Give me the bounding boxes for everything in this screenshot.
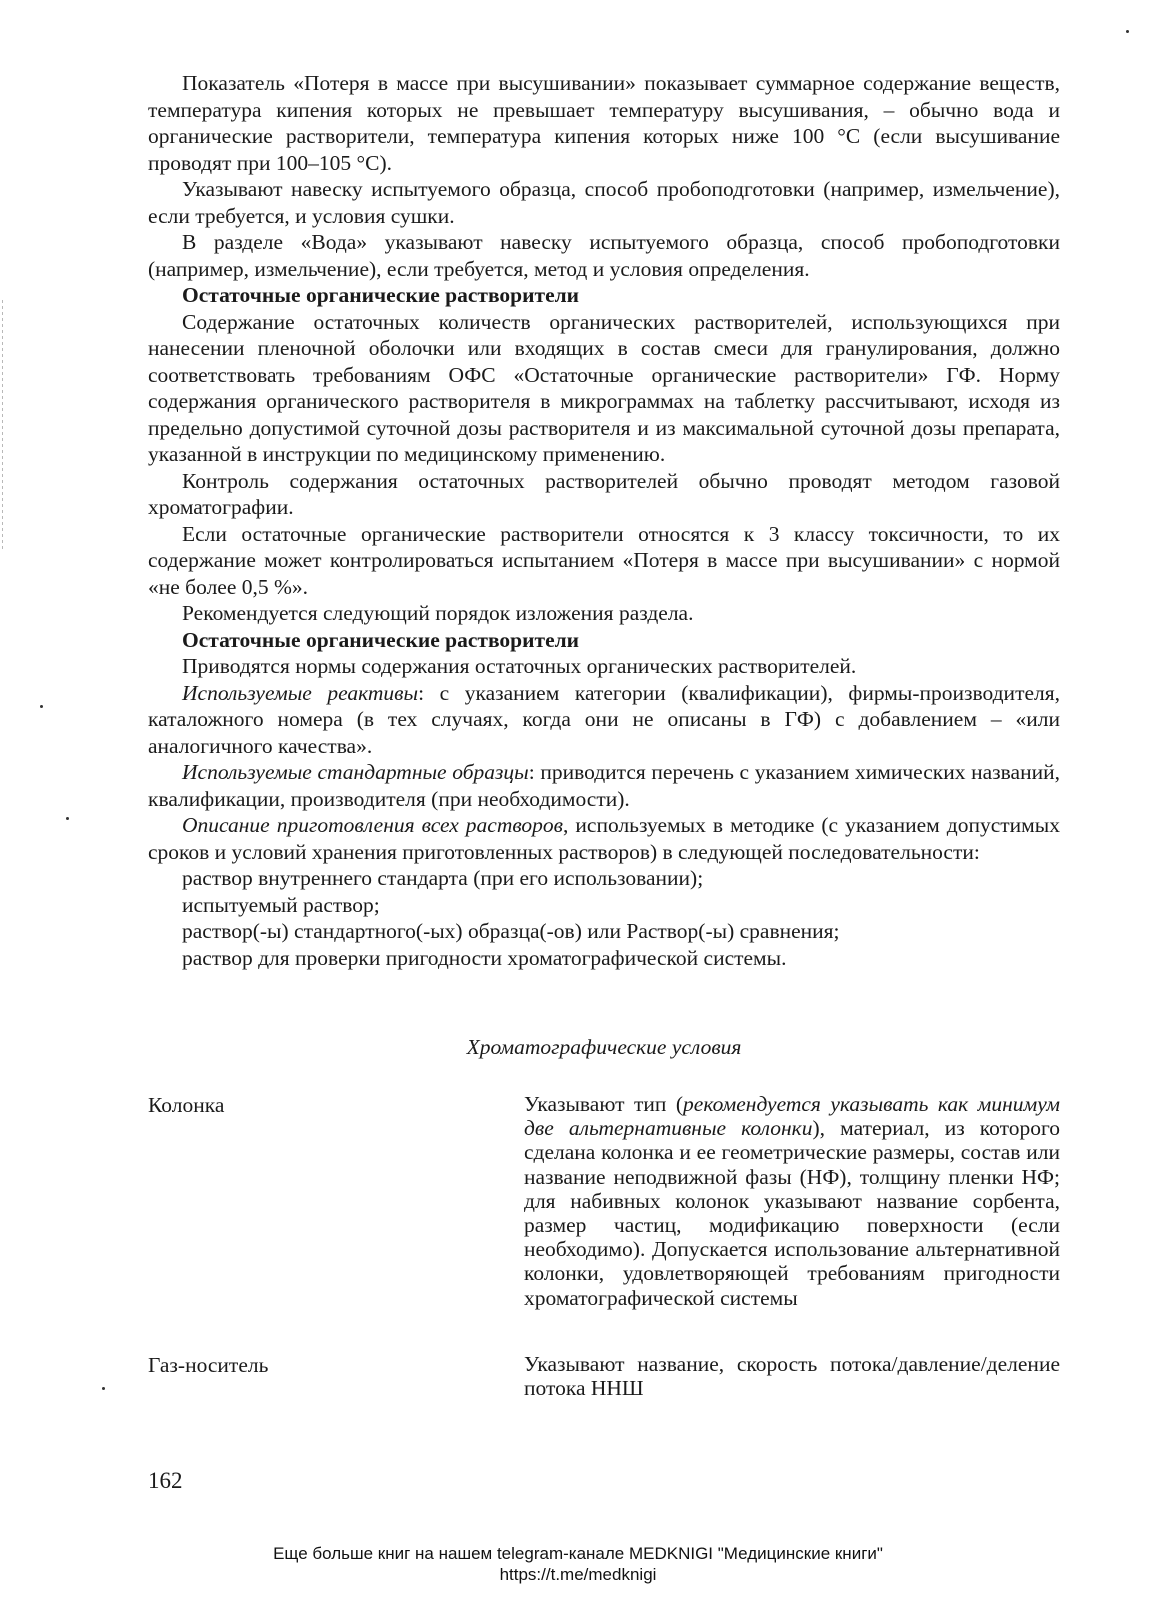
solutions-preparation-text: , используемых в методике (с указанием допустимых сроков и условий хранения приготовленных растворов) в следующей последовательности: [148,813,1060,864]
section-title-chromatographic-conditions: Хроматографические условия [466,1035,742,1059]
table-row-description: Указывают название, скорость потока/давление/деление потока ННШ [524,1352,1060,1401]
list-item: раствор(-ы) стандартного(-ых) образца(-ов) или Раствор(-ы) сравнения; [182,919,840,943]
scan-speck [102,1387,105,1390]
paragraph-norms: Приводятся нормы содержания остаточных органических растворителей. [182,654,857,678]
paragraph-toxicity-class: Если остаточные органические растворители относятся к 3 классу токсичности, то их содержание может контролироваться испытанием «Потеря в массе при высушивании» с нормой «не более 0,5 %». [148,521,1060,599]
paragraph-residual-solvents-content: Содержание остаточных количеств органических растворителей, использующихся при нанесении пленочной оболочки или входящих в состав смеси для гранулирования, должно соответствовать требованиям ОФС «Остаточные органические растворители» ГФ. Норму содержания органического растворителя в микрограммах на таблетку рассчитывают, исходя из предельно допустимой суточной дозы растворителя и из максимальной суточной дозы препарата, указанной в инструкции по медицинскому применению. [148,309,1060,466]
solutions-preparation-label: Описание приготовления всех растворов [182,813,564,837]
paragraph-water-section: В разделе «Вода» указывают навеску испытуемого образца, способ пробоподготовки (например, измельчение), если требуется, метод и условия определения. [148,230,1060,281]
list-item: испытуемый раствор; [182,892,380,917]
scan-edge-shadow [2,300,3,550]
paragraph-gas-chromatography: Контроль содержания остаточных растворителей обычно проводят методом газовой хроматографии. [148,468,1060,519]
column-desc-recommendation: рекомендуется указывать как минимум две альтернативные колонки [524,1092,1060,1141]
body-text [148,70,1060,971]
list-item: раствор внутреннего стандарта (при его использовании); [182,866,704,890]
paragraph-reference-standards [148,759,1060,812]
reagents-text: : с указанием категории (квалификации), фирмы-производителя, каталожного номера (в тех случаях, когда они не описаны в ГФ) с добавлением – «или аналогичного качества». [148,680,1060,758]
scan-speck [40,705,43,708]
reference-standards-text: : приводится перечень с указанием химических названий, квалификации, производителя (при необходимости). [148,760,1060,811]
scan-speck [1126,30,1129,33]
paragraph-recommended-order: Рекомендуется следующий порядок изложения раздела. [182,601,694,625]
paragraph-reagents [148,680,1060,760]
scan-speck [66,817,69,820]
paragraph-solutions-preparation [148,812,1060,865]
footer-watermark [0,1543,1156,1585]
table-row-label: Газ-носитель [148,1353,269,1377]
heading-residual-solvents: Остаточные органические растворители [182,283,580,307]
reagents-label: Используемые реактивы [182,680,419,705]
footer-line: Еще больше книг на нашем telegram-канале MEDKNIGI "Медицинские книги" [273,1544,883,1563]
heading-residual-solvents-2: Остаточные органические растворители [182,627,580,652]
reference-standards-label: Используемые стандартные образцы [182,760,529,784]
column-desc-end: ), материал, из которого сделана колонка и ее геометрические размеры, состав или название неподвижной фазы (НФ), толщину пленки НФ; для набивных колонок указывают название сорбента, размер частиц, модификацию поверхности (если необходимо). Допускается использование альтернативной колонки, удовлетворяющей требованиям пригодности хроматографической системы [524,1116,1060,1310]
page-number: 162 [148,1468,183,1493]
list-item: раствор для проверки пригодности хроматографической системы. [182,945,787,970]
table-row-description [524,1092,1060,1310]
paragraph-sample-weight: Указывают навеску испытуемого образца, способ пробоподготовки (например, измельчение), если требуется, и условия сушки. [148,177,1060,228]
footer-link: https://t.me/medknigi [499,1565,657,1584]
paragraph-loss-on-drying: Показатель «Потеря в массе при высушивании» показывает суммарное содержание веществ, температура кипения которых не превышает температуру высушивания, – обычно вода и органические растворители, температура кипения которых ниже 100 °C (если высушивание проводят при 100–105 °C). [148,71,1060,175]
table-row-label: Колонка [148,1093,225,1117]
column-desc-start: Указывают тип ( [524,1092,684,1116]
